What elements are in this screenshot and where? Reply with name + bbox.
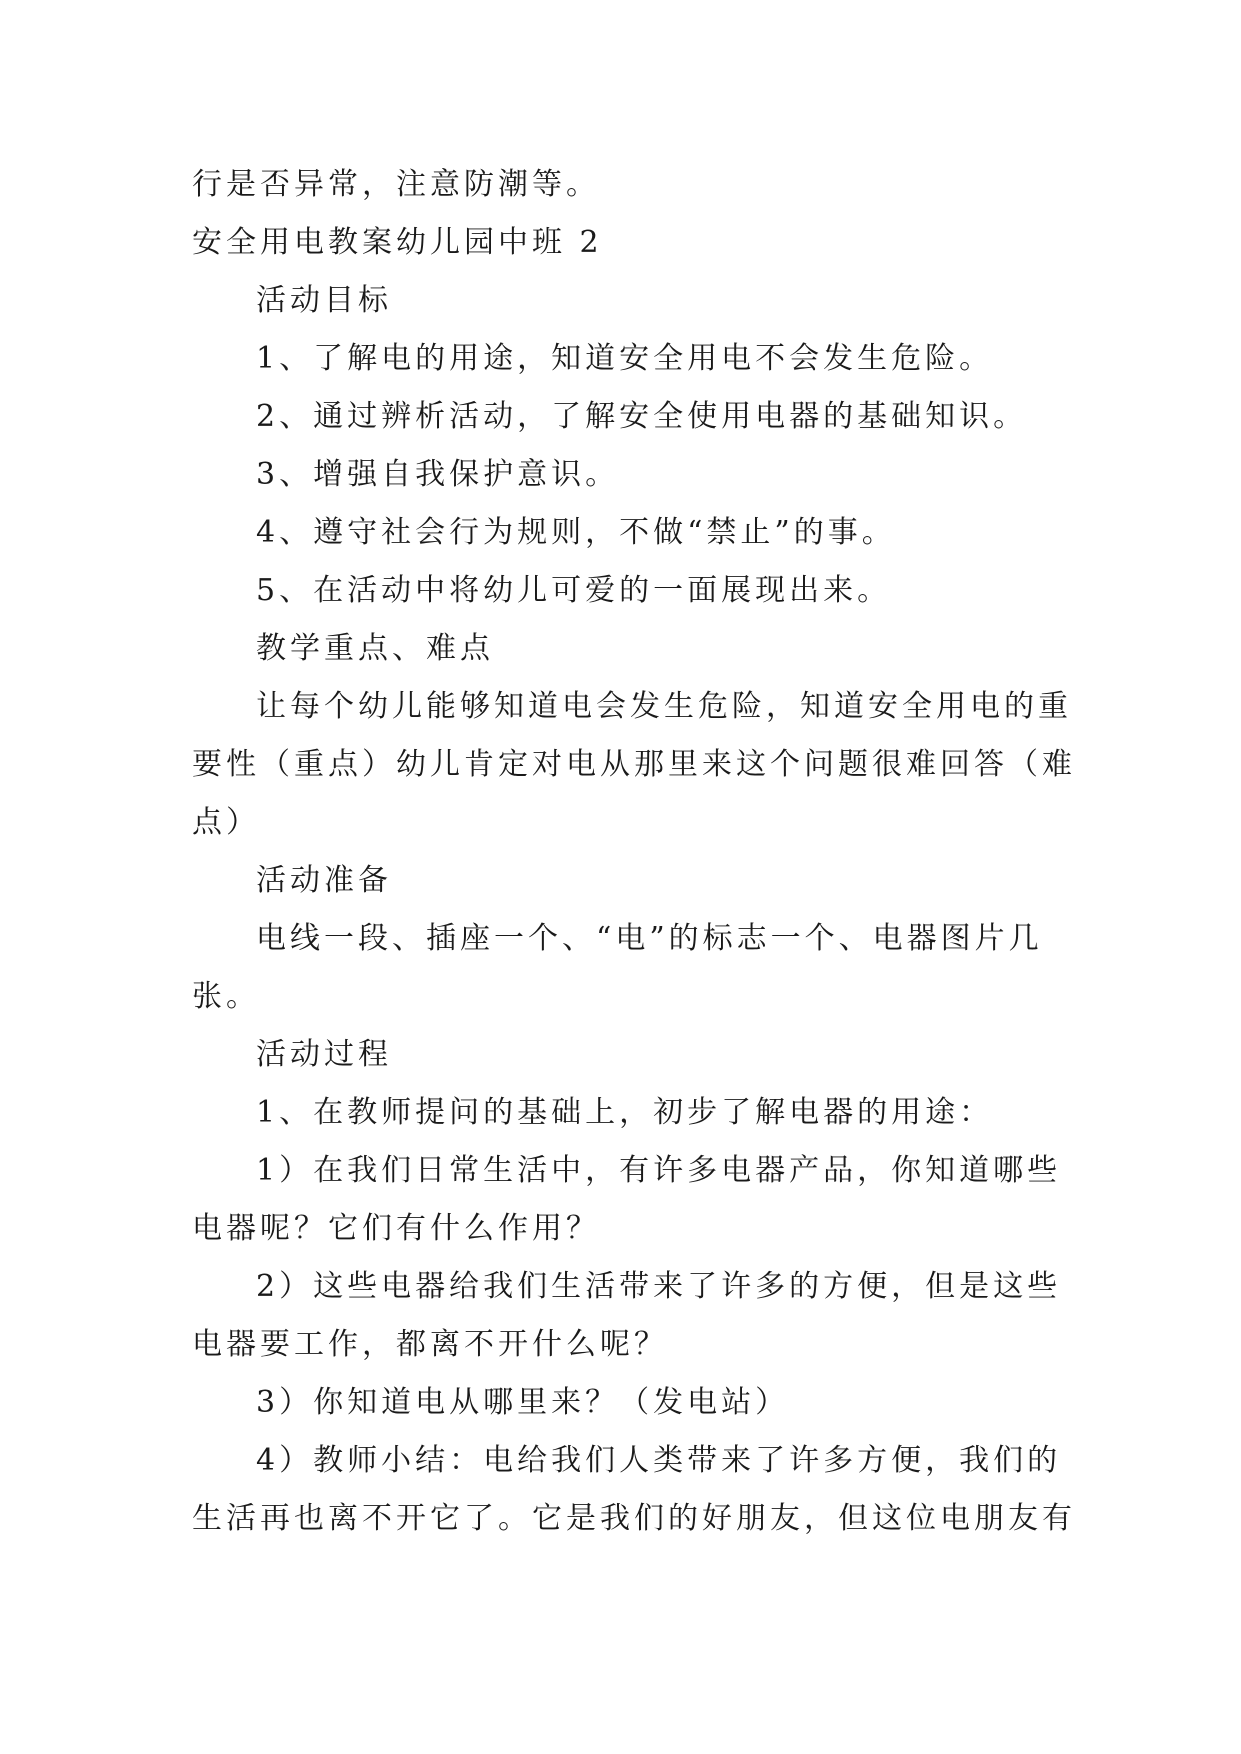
- paragraph-line: 让每个幼儿能够知道电会发生危险，知道安全用电的重: [256, 689, 1072, 724]
- paragraph-line: 张。: [192, 979, 260, 1014]
- process-step: 1、在教师提问的基础上，初步了解电器的用途：: [256, 1095, 994, 1130]
- text-line: 行是否异常，注意防潮等。: [192, 167, 600, 202]
- paragraph-line: 电线一段、插座一个、“电”的标志一个、电器图片几: [256, 921, 1043, 956]
- goal-item: 2、通过辨析活动，了解安全使用电器的基础知识。: [256, 399, 1028, 434]
- paragraph-line: 2）这些电器给我们生活带来了许多的方便，但是这些: [256, 1269, 1062, 1304]
- paragraph-line: 4）教师小结：电给我们人类带来了许多方便，我们的: [256, 1443, 1062, 1478]
- goal-item: 1、了解电的用途，知道安全用电不会发生危险。: [256, 341, 994, 376]
- section-title: 安全用电教案幼儿园中班 2: [192, 225, 603, 260]
- heading-key-points: 教学重点、难点: [256, 631, 494, 666]
- paragraph-line: 电器要工作，都离不开什么呢？: [192, 1327, 668, 1362]
- paragraph-line: 3）你知道电从哪里来？（发电站）: [256, 1385, 790, 1420]
- heading-activity-goals: 活动目标: [256, 283, 392, 318]
- goal-item: 5、在活动中将幼儿可爱的一面展现出来。: [256, 573, 892, 608]
- paragraph-line: 电器呢？它们有什么作用？: [192, 1211, 600, 1246]
- paragraph-line: 生活再也离不开它了。它是我们的好朋友，但这位电朋友有: [192, 1501, 1076, 1536]
- goal-item: 3、增强自我保护意识。: [256, 457, 620, 492]
- goal-item: 4、遵守社会行为规则，不做“禁止”的事。: [256, 515, 896, 550]
- paragraph-line: 1）在我们日常生活中，有许多电器产品，你知道哪些: [256, 1153, 1062, 1188]
- heading-process: 活动过程: [256, 1037, 392, 1072]
- document-body: [192, 156, 1076, 1548]
- paragraph-line: 点）: [192, 805, 260, 840]
- paragraph-line: 要性（重点）幼儿肯定对电从那里来这个问题很难回答（难: [192, 747, 1076, 782]
- heading-preparation: 活动准备: [256, 863, 392, 898]
